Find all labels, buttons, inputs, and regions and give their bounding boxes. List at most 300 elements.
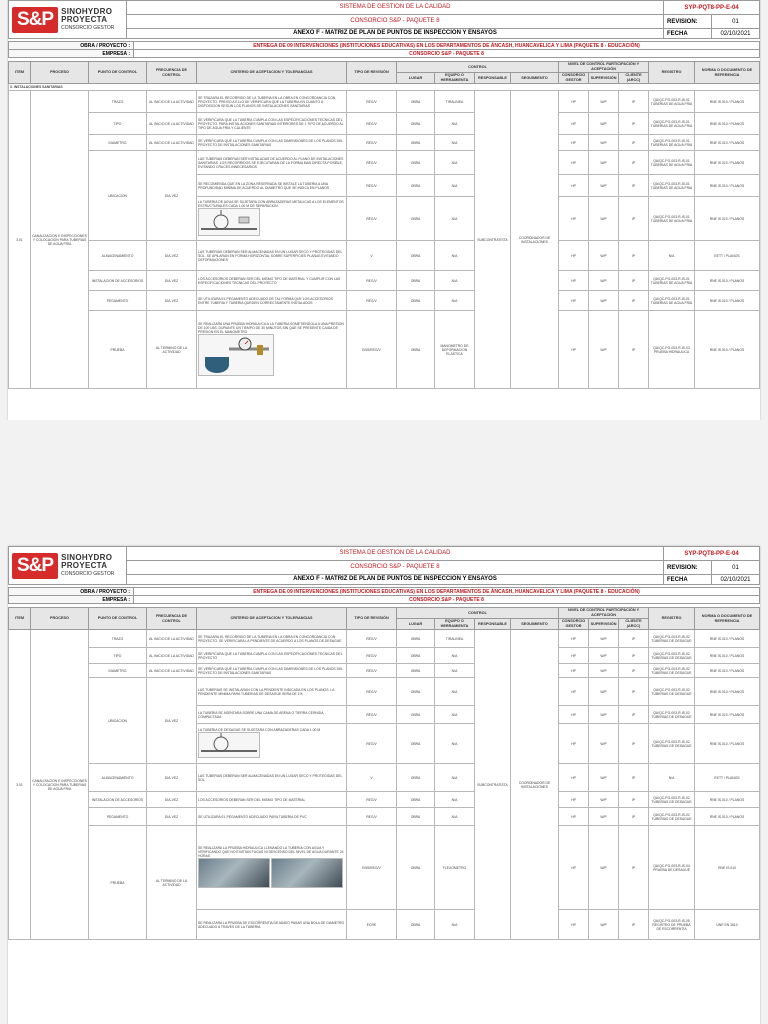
page-gap — [0, 420, 768, 546]
ubicacion-frecuencia: DIA-VEZ — [147, 151, 197, 241]
row-lugar: OBRA — [397, 113, 435, 135]
ubicacion-registro: QA/QC-PG-003-R-IS-02 TUBERIAS DE DESAGUE — [649, 678, 695, 706]
prueba-consorcio: HP — [559, 826, 589, 910]
row-punto: TRAZO — [89, 630, 147, 648]
row-registro: QA/QC-PG-003-R-IS-01 TUBERIAS DE AGUA FRIA — [649, 271, 695, 291]
obra-value: ENTREGA DE 09 INTERVENCIONES (INSTITUCIONES EDUCATIVAS) EN LOS DEPARTAMENTOS DE ÁNCASH, HUANCAVELICA Y LIMA (PAQUETE 8 - EDUCACIÓN) — [134, 588, 760, 596]
col-lugar: LUGAR — [397, 73, 435, 84]
row-criterio: SE VERIFICARA QUE LA TUBERIA CUMPLA CON LAS DIMENSIONES DE LOS PLANOS DEL PROYECTO DE INSTALACIONES SANITARIAS — [197, 135, 347, 151]
row-consorcio: HP — [559, 241, 589, 271]
row-supervision: W/P — [589, 630, 619, 648]
prueba-cliente: IP — [619, 311, 649, 389]
ubicacion-equipo: N/A — [435, 197, 475, 241]
ubicacion-lugar: OBRA — [397, 678, 435, 706]
document-code: SYP-PQT8-PP-E-04 — [663, 1, 759, 15]
ubicacion-supervision: W/P — [589, 706, 619, 724]
prueba-punto: PRUEBA — [89, 826, 147, 940]
row-lugar: OBRA — [397, 764, 435, 792]
row-criterio: LOS ACCESORIOS DEBERAN SER DEL MISMO TIPO DE MATERIAL Y CUMPLIR CON LAS ESPECIFICACIONES TECNICAS DEL PROYECTO — [197, 271, 347, 291]
col-seguimiento: SEGUIMIENTO — [511, 619, 559, 630]
row-equipo: N/A — [435, 271, 475, 291]
ubicacion-norma: RNE IS.010 / PLANOS — [695, 151, 760, 175]
page-header — [8, 546, 760, 585]
prueba-criterio — [197, 826, 347, 910]
ubicacion-criterio-b: LA TUBERIA SE ASENTARA SOBRE UNA CAMA DE ARENA O TIERRA CERNIDA COMPACTADA — [197, 706, 347, 724]
obra-label: OBRA / PROYECTO : — [9, 42, 134, 50]
prueba-tipo: ENS/REG/V — [347, 826, 397, 910]
row-lugar: OBRA — [397, 792, 435, 808]
ubicacion-consorcio: HP — [559, 197, 589, 241]
annex-title: ANEXO F - MATRIZ DE PLAN DE PUNTOS DE INSPECCION Y ENSAYOS — [127, 29, 664, 39]
row-criterio: LOS ACCESORIOS DEBERAN SER DEL MISMO TIPO DE MATERIAL — [197, 792, 347, 808]
row-registro: N/A — [649, 764, 695, 792]
ubicacion-registro: QA/QC-PG-003-R-IS-02 TUBERIAS DE DESAGUE — [649, 706, 695, 724]
row-frecuencia: DIA-VEZ — [147, 241, 197, 271]
row-cliente: IP — [619, 135, 649, 151]
prueba-criterio-text: SE REALIZARA UNA PRUEBA HIDRAULICA A LA TUBERIA SOMETIENDOLA A UNA PRESION DE 100 LBS. DURANTE UN TIEMPO DE 30 MINUTOS SIN QUE SE PRESENTE CAIDA DE PRESION EN EL MANOMETRO — [198, 322, 344, 334]
row-criterio: LAS TUBERIAS DEBERAN SER ALMACENADAS EN UN LUGAR SECO Y PROTEGIDAS DEL SOL — [197, 764, 347, 792]
row-supervision: W/P — [589, 271, 619, 291]
row-cliente: IP — [619, 91, 649, 113]
row-frecuencia: AL INICIO DE LA ACTIVIDAD — [147, 630, 197, 648]
prueba-punto: PRUEBA — [89, 311, 147, 389]
prueba-cliente: IP — [619, 826, 649, 910]
row-tipo: REG/V — [347, 271, 397, 291]
row-supervision: W/P — [589, 113, 619, 135]
ubicacion-lugar: OBRA — [397, 197, 435, 241]
col-consorcio: CONSORCIO GESTOR — [559, 619, 589, 630]
row-consorcio: HP — [559, 764, 589, 792]
ubicacion-supervision: W/P — [589, 724, 619, 764]
row-criterio: SE TRAZARA EL RECORRIDO DE LA TUBERIA EN LA OBRA EN CONCORDANCIA CON PROYECTO. SE VERIFICARA LA PENDIENTE DE ACUERDO A LOS PLANOS DE DESAGUE — [197, 630, 347, 648]
ubicacion-norma: RNE IS.010 / PLANOS — [695, 706, 760, 724]
row-frecuencia: AL INICIO DE LA ACTIVIDAD — [147, 648, 197, 664]
col-punto: PUNTO DE CONTROL — [89, 608, 147, 630]
row-punto: ALMACENAMIENTO — [89, 241, 147, 271]
ubicacion-supervision: W/P — [589, 151, 619, 175]
obra-value: ENTREGA DE 09 INTERVENCIONES (INSTITUCIONES EDUCATIVAS) EN LOS DEPARTAMENTOS DE ÁNCASH, HUANCAVELICA Y LIMA (PAQUETE 8 - EDUCACIÓN) — [134, 42, 760, 50]
ubicacion-consorcio: HP — [559, 175, 589, 197]
ubicacion-punto: UBICACION — [89, 151, 147, 241]
bola-tipo: ECRE — [347, 910, 397, 940]
row-punto: DIAMETRO — [89, 135, 147, 151]
col-cliente: CLIENTE (ARCC) — [619, 73, 649, 84]
row-consorcio: HP — [559, 271, 589, 291]
row-supervision: W/P — [589, 792, 619, 808]
prueba-supervision: W/P — [589, 311, 619, 389]
ubicacion-equipo: N/A — [435, 151, 475, 175]
ubicacion-consorcio: HP — [559, 724, 589, 764]
row-frecuencia: AL INICIO DE LA ACTIVIDAD — [147, 91, 197, 113]
col-frecuencia: FRECUENCIA DE CONTROL — [147, 608, 197, 630]
ubicacion-norma: RNE IS.010 / PLANOS — [695, 678, 760, 706]
row-registro: QA/QC-PG-003-R-IS-01 TUBERIAS DE AGUA FRIA — [649, 91, 695, 113]
prueba-lugar: OBRA — [397, 826, 435, 910]
row-registro: QA/QC-PG-003-R-IS-02 TUBERIAS DE DESAGUE — [649, 792, 695, 808]
logo-name-3: CONSORCIO GESTOR — [61, 24, 115, 31]
company-logo — [9, 547, 127, 585]
group-item: 3.01 — [9, 91, 31, 389]
revision-label: REVISION: — [663, 15, 711, 29]
empresa-label: EMPRESA : — [9, 596, 134, 604]
col-norma: NORMA O DOCUMENTO DE REFERENCIA — [695, 62, 760, 84]
row-cliente: IP — [619, 113, 649, 135]
row-norma: RNE IS.010 / PLANOS — [695, 291, 760, 311]
row-punto: DIAMETRO — [89, 664, 147, 678]
row-cliente: IP — [619, 764, 649, 792]
row-frecuencia: DIA-VEZ — [147, 764, 197, 792]
prueba-equipo: MANOMETRO DE DEFORMACION ELASTICA — [435, 311, 475, 389]
ubicacion-registro: QA/QC-PG-003-R-IS-01 TUBERIAS DE AGUA FRIA — [649, 151, 695, 175]
prueba-criterio — [197, 311, 347, 389]
row-cliente: IP — [619, 792, 649, 808]
row-punto: PEGAMENTO — [89, 291, 147, 311]
col-tipo: TIPO DE REVISIÓN — [347, 62, 397, 84]
ubicacion-cliente: IP — [619, 175, 649, 197]
row-norma: RNE IS.010 / PLANOS — [695, 664, 760, 678]
empresa-value: CONSORCIO S&P - PAQUETE 8 — [134, 50, 760, 58]
logo-name-3: CONSORCIO GESTOR — [61, 570, 115, 577]
ubicacion-norma: RNE IS.010 / PLANOS — [695, 197, 760, 241]
row-criterio: SE TRAZARA EL RECORRIDO DE LA TUBERIA EN LA OBRA EN CONCORDANCIA CON PROYECTO. PREVIO A ELLO SE VERIFICARA QUE LA TUBERIA EN CUANTO A DISPOSICION SEGÚN LOS PLANOS DE INSTALACIONES SANITARIAS — [197, 91, 347, 113]
row-consorcio: HP — [559, 630, 589, 648]
prueba-registro: QA/QC-PG-003-R-IS-04 PRUEBA DE DESAGUE — [649, 826, 695, 910]
row-equipo: N/A — [435, 241, 475, 271]
row-equipo: TIRALINEA — [435, 630, 475, 648]
row-criterio: SE VERIFICARA QUE LA TUBERIA CUMPLA CON LAS ESPECIFICACIONES TECNICAS DEL PROYECTO — [197, 648, 347, 664]
row-registro: QA/QC-PG-003-R-IS-02 TUBERIAS DE DESAGUE — [649, 808, 695, 826]
ubicacion-equipo: N/A — [435, 175, 475, 197]
ubicacion-cliente: IP — [619, 197, 649, 241]
row-tipo: REG/V — [347, 135, 397, 151]
row-lugar: OBRA — [397, 808, 435, 826]
ubicacion-tipo: REG/V — [347, 706, 397, 724]
section-title: 3. INSTALACIONES SANITARIAS — [9, 84, 760, 91]
project-info — [8, 587, 760, 604]
row-tipo: V — [347, 241, 397, 271]
bola-registro: QA/QC-PG-003-R-IS-05 REGISTRO DE PRUEBA DE ESCORRENTIA — [649, 910, 695, 940]
document-page-1 — [8, 0, 760, 420]
col-proceso: PROCESO — [31, 608, 89, 630]
row-consorcio: HP — [559, 808, 589, 826]
row-punto: TIPO — [89, 113, 147, 135]
row-consorcio: HP — [559, 648, 589, 664]
col-control: CONTROL — [397, 608, 559, 619]
row-lugar: OBRA — [397, 91, 435, 113]
row-consorcio: HP — [559, 291, 589, 311]
ubicacion-registro: QA/QC-PG-003-R-IS-01 TUBERIAS DE AGUA FRIA — [649, 197, 695, 241]
row-tipo: REG/V — [347, 648, 397, 664]
col-responsable: RESPONSABLE — [475, 73, 511, 84]
col-consorcio: CONSORCIO GESTOR — [559, 73, 589, 84]
document-subtitle: CONSORCIO S&P - PAQUETE 8 — [127, 561, 664, 575]
row-frecuencia: AL INICIO DE LA ACTIVIDAD — [147, 113, 197, 135]
row-supervision: W/P — [589, 648, 619, 664]
group-seguimiento: COORDINADOR DE INSTALACIONES — [511, 91, 559, 389]
ubicacion-criterio-c-text: LA TUBERIA DE AGUA SE SUJETARA CON ABRAZADERAS METALICAS A LOS ELEMENTOS ESTRUCTURALES CADA 1.00 M DE SEPARACION — [198, 200, 344, 208]
row-equipo: N/A — [435, 648, 475, 664]
project-info — [8, 41, 760, 58]
col-registro: REGISTRO — [649, 62, 695, 84]
col-registro: REGISTRO — [649, 608, 695, 630]
fecha-label: FECHA — [663, 575, 711, 585]
col-norma: NORMA O DOCUMENTO DE REFERENCIA — [695, 608, 760, 630]
revision-value: 01 — [711, 15, 759, 29]
ubicacion-criterio-c — [197, 197, 347, 241]
ubicacion-cliente: IP — [619, 706, 649, 724]
group-proceso: CANALIZACION E INSPECCIONES Y COLOCACION PARA TUBERIAS DE AGUA FRIA — [31, 630, 89, 940]
row-consorcio: HP — [559, 792, 589, 808]
row-supervision: W/P — [589, 241, 619, 271]
row-registro: QA/QC-PG-003-R-IS-01 TUBERIAS DE AGUA FRIA — [649, 113, 695, 135]
row-registro: QA/QC-PG-003-R-IS-01 TUBERIAS DE AGUA FRIA — [649, 135, 695, 151]
row-criterio: LAS TUBERIAS DEBERAN SER ALMACENADAS EN UN LUGAR SECO Y PROTEGIDAS DEL SOL. SE APILARAN EN FORMA HORIZONTAL SOBRE SUPERFICIES PLANAS EVITANDO DEFORMACIONES — [197, 241, 347, 271]
bola-criterio: SE REALIZARA LA PRUEBA DE ESCORRENTIA DEJANDO PASAR UNA BOLA DE DIAMETRO ADECUADO A TRAVES DE LA TUBERIA — [197, 910, 347, 940]
prueba-equipo: FLEXOMETRO — [435, 826, 475, 910]
row-norma: RNE IS.010 / PLANOS — [695, 135, 760, 151]
ubicacion-consorcio: HP — [559, 678, 589, 706]
row-frecuencia: AL INICIO DE LA ACTIVIDAD — [147, 135, 197, 151]
clamp-diagram-image — [198, 208, 260, 236]
row-registro: QA/QC-PG-003-R-IS-02 TUBERIAS DE DESAGUE — [649, 664, 695, 678]
ubicacion-equipo: N/A — [435, 706, 475, 724]
col-item: ITEM — [9, 62, 31, 84]
row-supervision: W/P — [589, 291, 619, 311]
ubicacion-punto: UBICACION — [89, 678, 147, 764]
row-supervision: W/P — [589, 764, 619, 792]
col-equipo: EQUIPO O HERRAMIENTA — [435, 619, 475, 630]
empresa-label: EMPRESA : — [9, 50, 134, 58]
prueba-criterio-text: SE REALIZARA LA PRUEBA HIDRAULICA LLENANDO LA TUBERIA CON AGUA Y VERIFICANDO QUE NO EXISTAN FUGAS NI DESCENSO DEL NIVEL DE AGUA DURANTE 24 HORAS — [198, 846, 344, 858]
fecha-value: 02/10/2021 — [711, 575, 759, 585]
ubicacion-tipo: REG/V — [347, 175, 397, 197]
ubicacion-lugar: OBRA — [397, 706, 435, 724]
company-logo — [9, 1, 127, 39]
col-punto: PUNTO DE CONTROL — [89, 62, 147, 84]
logo-mark: S&P — [12, 553, 58, 579]
empresa-value: CONSORCIO S&P - PAQUETE 8 — [134, 596, 760, 604]
ubicacion-norma: RNE IS.010 / PLANOS — [695, 175, 760, 197]
row-criterio: SE UTILIZARA EL PEGAMENTO ADECUADO PARA TUBERIA DE PVC — [197, 808, 347, 826]
row-cliente: IP — [619, 241, 649, 271]
clamp-diagram-image — [198, 732, 260, 758]
logo-mark: S&P — [12, 7, 58, 33]
col-frecuencia: FRECUENCIA DE CONTROL — [147, 62, 197, 84]
row-norma: RNE IS.010 / PLANOS — [695, 113, 760, 135]
document-page-2 — [8, 546, 760, 1024]
col-nivel: NIVEL DE CONTROL PARTICIPACIÓN Y ACEPTACIÓN — [559, 608, 649, 619]
inspection-matrix — [8, 607, 760, 940]
row-cliente: IP — [619, 664, 649, 678]
group-item: 3.01 — [9, 630, 31, 940]
ubicacion-tipo: REG/V — [347, 724, 397, 764]
inspection-matrix — [8, 61, 760, 389]
col-tipo: TIPO DE REVISIÓN — [347, 608, 397, 630]
row-supervision: W/P — [589, 135, 619, 151]
prueba-frecuencia: AL TERMINO DE LA ACTIVIDAD — [147, 311, 197, 389]
revision-value: 01 — [711, 561, 759, 575]
row-equipo: N/A — [435, 291, 475, 311]
row-frecuencia: AL INICIO DE LA ACTIVIDAD — [147, 664, 197, 678]
ubicacion-consorcio: HP — [559, 151, 589, 175]
row-lugar: OBRA — [397, 664, 435, 678]
row-lugar: OBRA — [397, 135, 435, 151]
row-tipo: REG/V — [347, 792, 397, 808]
row-cliente: IP — [619, 630, 649, 648]
row-equipo: N/A — [435, 792, 475, 808]
row-registro: QA/QC-PG-003-R-IS-02 TUBERIAS DE DESAGUE — [649, 630, 695, 648]
group-seguimiento: COORDINADOR DE INSTALACIONES — [511, 630, 559, 940]
ubicacion-supervision: W/P — [589, 197, 619, 241]
document-title: SISTEMA DE GESTION DE LA CALIDAD — [127, 547, 664, 561]
document-title: SISTEMA DE GESTION DE LA CALIDAD — [127, 1, 664, 15]
row-consorcio: HP — [559, 113, 589, 135]
logo-name-1: SINOHYDRO — [61, 552, 113, 562]
row-equipo: N/A — [435, 808, 475, 826]
group-responsable: SUBCONTRATISTA — [475, 630, 511, 940]
bola-cliente: IP — [619, 910, 649, 940]
row-norma: RNE IS.010 / PLANOS — [695, 630, 760, 648]
row-registro: QA/QC-PG-003-R-IS-02 TUBERIAS DE DESAGUE — [649, 648, 695, 664]
row-cliente: IP — [619, 648, 649, 664]
row-tipo: REG/V — [347, 630, 397, 648]
ubicacion-criterio-c-text: LA TUBERIA DE DESAGUE SE SUJETARA CON ABRAZADERAS CADA 1.00 M — [198, 728, 321, 732]
col-criterio: CRITERIO DE ACEPTACION Y TOLERANCIAS — [197, 62, 347, 84]
col-nivel: NIVEL DE CONTROL PARTICIPACIÓN Y ACEPTACIÓN — [559, 62, 649, 73]
ubicacion-frecuencia: DIA-VEZ — [147, 678, 197, 764]
ubicacion-lugar: OBRA — [397, 724, 435, 764]
row-punto: PEGAMENTO — [89, 808, 147, 826]
col-proceso: PROCESO — [31, 62, 89, 84]
row-registro: QA/QC-PG-003-R-IS-01 TUBERIAS DE AGUA FRIA — [649, 291, 695, 311]
row-consorcio: HP — [559, 135, 589, 151]
ubicacion-lugar: OBRA — [397, 151, 435, 175]
fecha-value: 02/10/2021 — [711, 29, 759, 39]
col-item: ITEM — [9, 608, 31, 630]
ubicacion-tipo: REG/V — [347, 197, 397, 241]
col-lugar: LUGAR — [397, 619, 435, 630]
row-tipo: REG/V — [347, 808, 397, 826]
row-criterio: SE VERIFICARA QUE LA TUBERIA CUMPLA CON LAS ESPECIFICACIONES TECNICAS DEL PROYECTO. PARA INSTALACIONES SANITARIAS INTERIORES DE 1 TIPO DE ACUERDO AL TIPO DE AGUA FRIA Y CALIENTE — [197, 113, 347, 135]
col-control: CONTROL — [397, 62, 559, 73]
bola-equipo: N/A — [435, 910, 475, 940]
row-norma: EETT / PLANOS — [695, 764, 760, 792]
row-supervision: W/P — [589, 808, 619, 826]
row-frecuencia: DIA-VEZ — [147, 808, 197, 826]
bola-norma: UNE EN 1610 — [695, 910, 760, 940]
row-tipo: REG/V — [347, 91, 397, 113]
row-norma: EETT / PLANOS — [695, 241, 760, 271]
logo-name-2: PROYECTA — [61, 560, 108, 570]
ubicacion-cliente: IP — [619, 151, 649, 175]
col-supervision: SUPERVISIÓN — [589, 619, 619, 630]
row-tipo: V — [347, 764, 397, 792]
logo-name-1: SINOHYDRO — [61, 6, 113, 16]
col-responsable: RESPONSABLE — [475, 619, 511, 630]
row-equipo: N/A — [435, 664, 475, 678]
ubicacion-supervision: W/P — [589, 678, 619, 706]
bola-lugar: OBRA — [397, 910, 435, 940]
row-criterio: SE VERIFICARA QUE LA TUBERIA CUMPLA CON LAS DIMENSIONES DE LOS PLANOS DEL PROYECTO DE INSTALACIONES SANITARIAS — [197, 664, 347, 678]
row-tipo: REG/V — [347, 664, 397, 678]
annex-title: ANEXO F - MATRIZ DE PLAN DE PUNTOS DE INSPECCION Y ENSAYOS — [127, 575, 664, 585]
ubicacion-cliente: IP — [619, 678, 649, 706]
row-lugar: OBRA — [397, 648, 435, 664]
prueba-tipo: ENS/REG/V — [347, 311, 397, 389]
row-cliente: IP — [619, 271, 649, 291]
row-consorcio: HP — [559, 664, 589, 678]
row-lugar: OBRA — [397, 271, 435, 291]
prueba-norma: RNE IS.010 — [695, 826, 760, 910]
row-consorcio: HP — [559, 91, 589, 113]
row-criterio: SE UTILIZARA EL PEGAMENTO ADECUADO DE TAL FORMA QUE LOS ACCESORIOS ENTRE TUBERIA Y TUBERIA QUEDEN CORRECTAMENTE INSTALADOS — [197, 291, 347, 311]
row-frecuencia: DIA-VEZ — [147, 271, 197, 291]
row-lugar: OBRA — [397, 630, 435, 648]
bola-supervision: W/P — [589, 910, 619, 940]
bola-consorcio: HP — [559, 910, 589, 940]
ubicacion-consorcio: HP — [559, 706, 589, 724]
ubicacion-criterio-a: LAS TUBERIAS SE INSTALARAN CON LA PENDIENTE INDICADA EN LOS PLANOS. LA PENDIENTE MINIMA PARA TUBERIAS DE DESAGUE SERA DE 1% — [197, 678, 347, 706]
ubicacion-cliente: IP — [619, 724, 649, 764]
row-supervision: W/P — [589, 91, 619, 113]
prueba-norma: RNE IS.010 / PLANOS — [695, 311, 760, 389]
row-equipo: N/A — [435, 764, 475, 792]
col-supervision: SUPERVISIÓN — [589, 73, 619, 84]
revision-label: REVISION: — [663, 561, 711, 575]
row-norma: RNE IS.010 / PLANOS — [695, 648, 760, 664]
prueba-registro: QA/QC-PG-003-R-IS-03 PRUEBA HIDRAULICA — [649, 311, 695, 389]
ubicacion-criterio-b: SE RECOMIENDA QUE EN LA ZONA RESERVADA SE INSTALE LA TUBERIA A UNA PROFUNDIDAD MINIMA DE ACUERDO AL DIAMETRO QUE SE INDICA EN PLANOS — [197, 175, 347, 197]
row-lugar: OBRA — [397, 291, 435, 311]
ubicacion-lugar: OBRA — [397, 175, 435, 197]
prueba-supervision: W/P — [589, 826, 619, 910]
pressure-test-image — [198, 334, 274, 376]
ubicacion-criterio-a: LAS TUBERIAS DEBERAN SER INSTALADAS DE ACUERDO AL PLANO DE INSTALACIONES SANITARIAS. LOS RECORRIDOS SE EJECUTARAN DE LA FORMA MAS DIRECTA POSIBLE, EVITANDO CRUCES INNECESARIOS — [197, 151, 347, 175]
row-norma: RNE IS.010 / PLANOS — [695, 91, 760, 113]
row-tipo: REG/V — [347, 291, 397, 311]
row-equipo: N/A — [435, 135, 475, 151]
row-punto: ALMACENAMIENTO — [89, 764, 147, 792]
group-responsable: SUBCONTRATISTA — [475, 91, 511, 389]
row-frecuencia: DIA-VEZ — [147, 291, 197, 311]
ubicacion-equipo: N/A — [435, 678, 475, 706]
row-punto: INSTALACION DE ACCESORIOS — [89, 792, 147, 808]
prueba-consorcio: HP — [559, 311, 589, 389]
col-equipo: EQUIPO O HERRAMIENTA — [435, 73, 475, 84]
row-frecuencia: DIA-VEZ — [147, 792, 197, 808]
row-tipo: REG/V — [347, 113, 397, 135]
document-subtitle: CONSORCIO S&P - PAQUETE 8 — [127, 15, 664, 29]
row-punto: TRAZO — [89, 91, 147, 113]
ubicacion-registro: QA/QC-PG-003-R-IS-01 TUBERIAS DE AGUA FRIA — [649, 175, 695, 197]
col-cliente: CLIENTE (ARCC) — [619, 619, 649, 630]
row-norma: RNE IS.010 / PLANOS — [695, 271, 760, 291]
col-seguimiento: SEGUIMIENTO — [511, 73, 559, 84]
ubicacion-registro: QA/QC-PG-003-R-IS-02 TUBERIAS DE DESAGUE — [649, 724, 695, 764]
ubicacion-supervision: W/P — [589, 175, 619, 197]
prueba-frecuencia: AL TERMINO DE LA ACTIVIDAD — [147, 826, 197, 940]
page-header — [8, 0, 760, 39]
logo-name-2: PROYECTA — [61, 14, 108, 24]
row-norma: RNE IS.010 / PLANOS — [695, 808, 760, 826]
ubicacion-tipo: REG/V — [347, 151, 397, 175]
water-test-photo — [198, 858, 270, 888]
row-norma: RNE IS.010 / PLANOS — [695, 792, 760, 808]
ubicacion-criterio-c — [197, 724, 347, 764]
row-cliente: IP — [619, 291, 649, 311]
ubicacion-tipo: REG/V — [347, 678, 397, 706]
row-punto: TIPO — [89, 648, 147, 664]
